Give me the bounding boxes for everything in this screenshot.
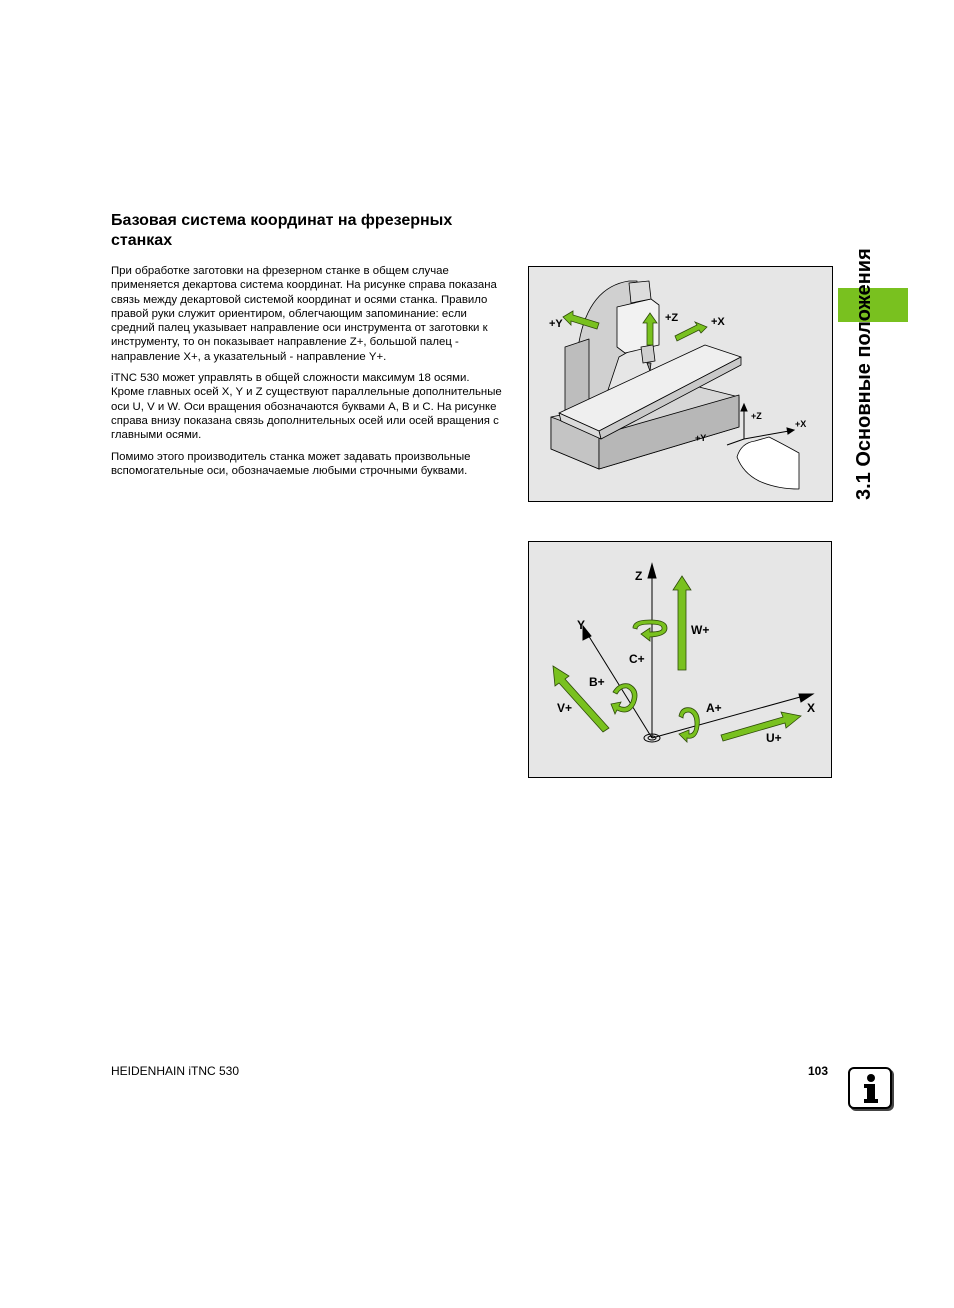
axis-label-u: U+	[766, 731, 782, 745]
info-icon[interactable]	[848, 1067, 892, 1109]
axis-label-z: Z	[635, 569, 643, 583]
machine-axes-figure	[528, 266, 833, 502]
page-number: 103	[808, 1064, 829, 1078]
paragraph-3: Помимо этого производитель станка может задавать произвольные вспомогательные оси, обозначаемые любыми строчными буквами.	[111, 450, 471, 477]
info-glyph	[850, 1069, 890, 1107]
body-text	[111, 264, 506, 485]
additional-axes-figure	[528, 541, 832, 778]
hand-label-plus-x: +X	[795, 419, 807, 429]
hand-label-plus-y: +Y	[695, 433, 707, 443]
axis-label-y: Y	[577, 618, 586, 632]
paragraph-2: iTNC 530 может управлять в общей сложности максимум 18 осями. Кроме главных осей X, Y и Z существуют параллельные дополнительные оси U, V и W. Оси вращения обозначаются буквами A, B и C. На рисунке справа внизу показана связь дополнительных осей или осей вращения с главными осями.	[111, 372, 502, 442]
axis-label-w: W+	[691, 623, 710, 637]
footer-manual-title: HEIDENHAIN iTNC 530	[111, 1064, 240, 1078]
section-heading: Базовая система координат на фрезерных станках	[111, 212, 453, 249]
axes-diagram	[529, 542, 831, 777]
chapter-title: 3.1 Основные положения	[853, 248, 875, 500]
axis-label-b: B+	[589, 675, 605, 689]
axis-label-a: A+	[706, 701, 722, 715]
paragraph-1: При обработке заготовки на фрезерном станке в общем случае применяется декартова система координат. На рисунке справа показана связь между декартовой системой координат и осями станка. Правило правой руки служит ориентиром, облегчающим запоминание: если средний палец указывает направление оси инструмента от заготовки к инструменту, то он показывает направление Z+, большой палец - направление X+, а указательный - направление Y+.	[111, 265, 497, 363]
machine-label-plus-y: +Y	[549, 318, 563, 330]
axis-label-c: C+	[629, 652, 645, 666]
axis-label-v: V+	[557, 701, 573, 715]
machine-label-plus-x: +X	[711, 316, 725, 328]
axis-label-x: X	[807, 701, 816, 715]
machine-illustration	[529, 267, 832, 501]
hand-label-plus-z: +Z	[751, 411, 762, 421]
machine-label-plus-z: +Z	[665, 312, 679, 324]
